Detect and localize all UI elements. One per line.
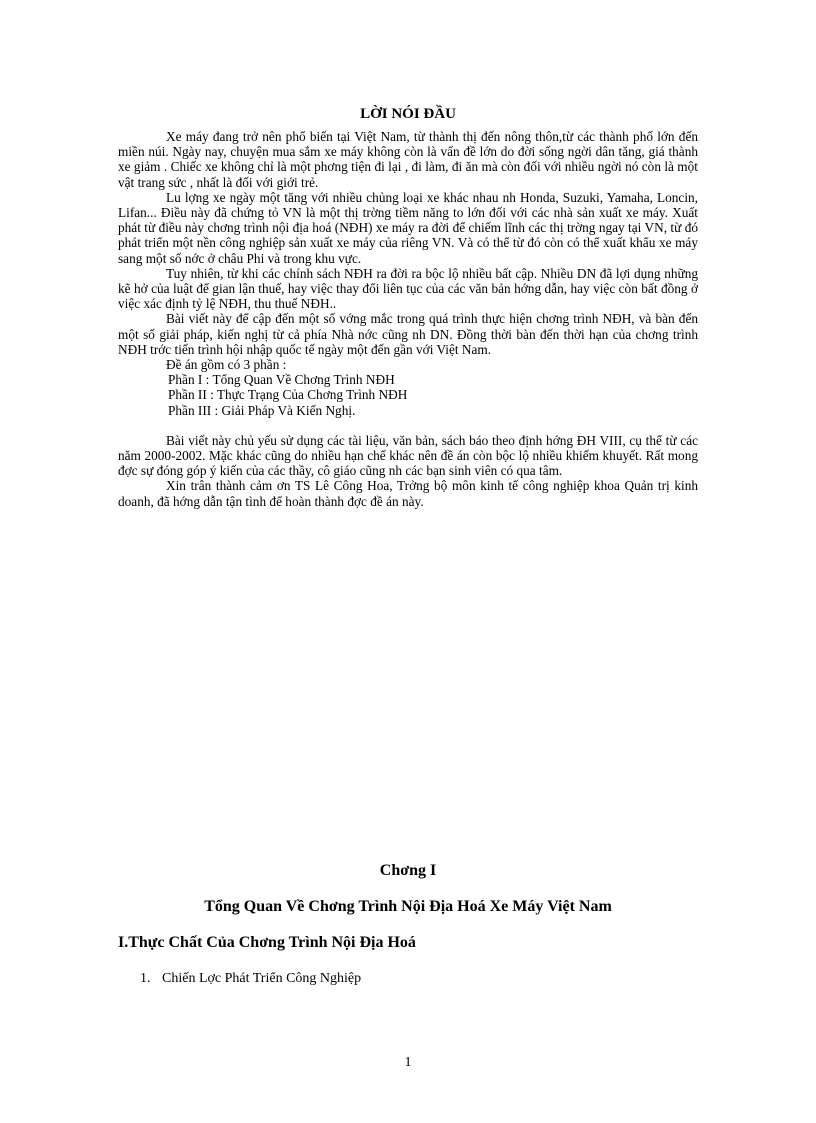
paragraph-5: Đề án gồm có 3 phần : bbox=[166, 357, 287, 373]
part-item-3: Phần III : Giải Pháp Và Kiến Nghị. bbox=[168, 402, 356, 418]
subsection-title: Chiến Lợc Phát Triển Công Nghiệp bbox=[162, 971, 362, 986]
closing-paragraph-1: Bài viết này chủ yếu sử dụng các tài liệu, văn bản, sách báo theo định hớng ĐH VIII, cụ thể từ các năm 2000-2002. Mặc khác cũng do nhiều hạn chế khác nên đề án còn bộc lộ nhiều khiếm khuyết. Rất mong đợc sự đóng góp ý kiến của các thầy, cô giáo cũng nh các bạn sinh viên có qua tâm. bbox=[118, 432, 698, 479]
section-heading: I.Thực Chất Của Chơng Trình Nội Địa Hoá bbox=[118, 934, 416, 951]
page-number: 1 bbox=[404, 1055, 412, 1070]
paragraph-1: Xe máy đang trở nên phổ biến tại Việt Nam, từ thành thị đến nông thôn,từ các thành phố lớn đến miền núi. Ngày nay, chuyện mua sắm xe máy không còn là vấn đề lớn do đời sống ngời dân tăng, giá thành xe giảm . Chiếc xe không chỉ là một phơng tiện đi lại , đi làm, đi ăn mà còn đối với nhiều ngời nó còn là một vật trang sức , nhất là đối với giới trẻ. bbox=[118, 129, 698, 190]
chapter-title: Tổng Quan Về Chơng Trình Nội Địa Hoá Xe Máy Việt Nam bbox=[204, 898, 612, 915]
paragraph-4: Bài viết này để cập đến một số vớng mắc trong quá trình thực hiện chơng trình NĐH, và bàn đến một số giải pháp, kiến nghị từ cả phía Nhà nớc cũng nh DN. Đồng thời bàn đến thời hạn của chơng trình NĐH trớc tiến trình hội nhập quốc tế ngày một đến gần với Việt Nam. bbox=[118, 311, 698, 357]
paragraph-3: Tuy nhiên, từ khi các chính sách NĐH ra đời ra bộc lộ nhiều bất cập. Nhiều DN đã lợi dụng những kẽ hở của luật để gian lận thuế, hay việc thay đổi liên tục của các văn bản hớng dẫn, hay việc còn bất đồng ở việc xác định tỷ lệ NĐH, thu thuế NĐH.. bbox=[118, 265, 698, 312]
paragraph-2: Lu lợng xe ngày một tăng với nhiều chủng loại xe khác nhau nh Honda, Suzuki, Yamaha, Loncin, Lifan... Điều này đã chứng tỏ VN là một thị trờng tiềm năng to lớn đối với các nhà sản xuất xe máy. Xuất phát từ điều này chơng trình nội địa hoá (NĐH) xe máy ra đời để chiếm lĩnh các thị trờng ngay tại VN, từ đó phát triển một nền công nghiệp sản xuất xe máy của riêng VN. Và có thể từ đó còn có thể xuất khẩu xe máy sang một số nớc ở châu Phi và trong khu vực. bbox=[118, 189, 698, 266]
part-item-2: Phần II : Thực Trạng Của Chơng Trình NĐH bbox=[168, 387, 408, 403]
subsection-heading bbox=[140, 971, 361, 987]
document-body bbox=[118, 129, 698, 509]
closing-paragraph-2: Xin trân thành cảm ơn TS Lê Công Hoa, Trởng bộ môn kinh tế công nghiệp khoa Quản trị kinh doanh, đã hớng dẫn tận tình để hoàn thành đợc đề án này. bbox=[118, 478, 698, 509]
document-title: LỜI NÓI ĐẦU bbox=[360, 106, 456, 122]
subsection-number: 1. bbox=[140, 971, 151, 986]
chapter-heading: Chơng I bbox=[379, 862, 437, 879]
part-item-1: Phần I : Tổng Quan Về Chơng Trình NĐH bbox=[168, 372, 395, 388]
